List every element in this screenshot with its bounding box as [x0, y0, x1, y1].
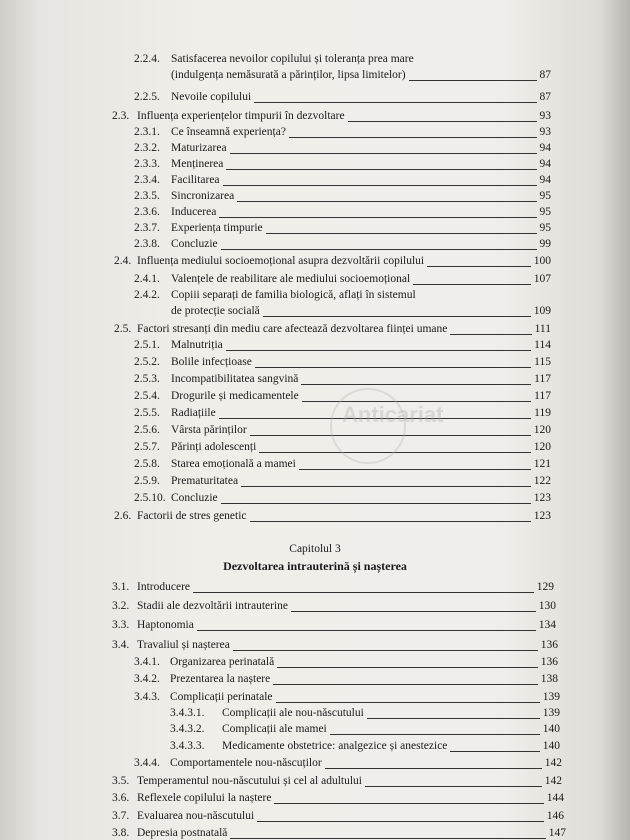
toc-entry — [134, 205, 551, 220]
toc-page: 136 — [540, 638, 558, 651]
toc-entry — [170, 722, 560, 737]
toc-page: 87 — [539, 69, 551, 81]
toc-number: 2.5.1. — [134, 339, 160, 351]
toc-number: 2.3.4. — [134, 174, 160, 186]
toc-number: 2.2.4. — [134, 53, 160, 65]
toc-title: Nevoile copilului — [171, 91, 252, 103]
toc-page: 123 — [533, 492, 551, 504]
toc-page: 120 — [533, 424, 551, 436]
toc-number: 2.5.4. — [134, 390, 160, 402]
toc-title: Stadii ale dezvoltării intrauterine — [137, 600, 289, 613]
toc-title: Inducerea — [171, 206, 217, 218]
toc-entry — [134, 189, 551, 204]
toc-title: Introducere — [137, 581, 190, 593]
toc-entry — [170, 706, 560, 721]
dot-leader — [299, 469, 531, 470]
toc-entry — [134, 141, 551, 156]
toc-number: 3.2. — [112, 600, 130, 613]
dot-leader — [450, 751, 539, 752]
toc-number: 3.4.4. — [134, 756, 160, 769]
dot-leader — [365, 786, 542, 787]
toc-entry — [134, 338, 551, 353]
toc-entry — [134, 655, 558, 670]
dot-leader — [330, 734, 540, 735]
dot-leader — [241, 486, 531, 487]
toc-title: Influența mediului socioemoțional asupra dezvoltării copilului — [137, 255, 425, 267]
toc-number: 2.5. — [114, 323, 132, 335]
toc-title: Valențele de reabilitare ale mediului socioemoțional — [171, 273, 411, 285]
toc-page: 94 — [539, 158, 551, 170]
toc-page: 95 — [539, 190, 551, 202]
toc-number: 3.4.3.2. — [170, 723, 205, 736]
toc-entry — [112, 809, 564, 824]
toc-title: Menținerea — [171, 158, 224, 170]
dot-leader — [230, 838, 545, 839]
toc-entry — [112, 618, 556, 633]
toc-page: 93 — [539, 126, 551, 138]
toc-title: Maturizarea — [171, 142, 227, 154]
toc-number: 2.3.8. — [134, 238, 160, 250]
toc-title: Temperamentul nou-născutului și cel al adultului — [137, 775, 362, 788]
toc-page: 140 — [542, 723, 560, 736]
dot-leader — [276, 702, 540, 703]
toc-entry — [134, 457, 551, 472]
toc-entry — [134, 125, 551, 140]
toc-title: Malnutriția — [171, 339, 223, 351]
toc-title: Radiațiile — [171, 407, 216, 419]
toc-entry — [112, 826, 566, 840]
toc-title: Comportamentele nou-născuților — [170, 756, 322, 769]
toc-entry — [171, 68, 551, 83]
toc-entry — [134, 157, 551, 172]
toc-title: Experiența timpurie — [171, 222, 263, 234]
toc-title: Concluzie — [171, 492, 218, 504]
toc-title: Influența experiențelor timpurii în dezvoltare — [137, 110, 345, 122]
toc-number: 3.7. — [112, 809, 130, 822]
dot-leader — [226, 350, 531, 351]
toc-title: Copiii separați de familia biologică, aflați în sistemul — [171, 289, 416, 301]
toc-number: 2.3. — [112, 110, 130, 122]
toc-number: 2.5.3. — [134, 373, 160, 385]
toc-entry — [112, 774, 562, 789]
dot-leader — [197, 630, 536, 631]
toc-number: 2.5.8. — [134, 458, 160, 470]
dot-leader — [223, 185, 537, 186]
dot-leader — [226, 169, 536, 170]
toc-entry — [134, 690, 560, 705]
toc-title: Travaliul și nașterea — [137, 638, 230, 651]
toc-number: 2.4.2. — [134, 289, 160, 301]
toc-entry — [134, 272, 551, 287]
toc-number: 2.5.9. — [134, 475, 160, 487]
toc-entry — [134, 173, 551, 188]
toc-title: Starea emoțională a mamei — [171, 458, 296, 470]
toc-page: 139 — [542, 706, 560, 719]
toc-number: 2.5.2. — [134, 356, 160, 368]
toc-number: 2.4.1. — [134, 273, 160, 285]
toc-title: Concluzie — [171, 238, 218, 250]
toc-entry — [171, 304, 551, 319]
toc-title: Drogurile și medicamentele — [171, 390, 299, 402]
dot-leader — [257, 821, 544, 822]
toc-title: Părinți adolescenți — [171, 441, 257, 453]
dot-leader — [250, 521, 531, 522]
toc-page: 142 — [544, 756, 562, 769]
toc-number: 3.8. — [112, 827, 130, 839]
toc-number: 2.3.7. — [134, 222, 160, 234]
dot-leader — [221, 249, 537, 250]
toc-title: Evaluarea nou-născutului — [137, 809, 255, 822]
toc-number: 3.4.3. — [134, 690, 160, 703]
dot-leader — [193, 592, 534, 593]
toc-title: Incompatibilitatea sangvină — [171, 373, 299, 385]
toc-page: 117 — [534, 390, 551, 402]
toc-title: (indulgența nemăsurată a părinților, lipsa limitelor) — [171, 69, 406, 81]
toc-page: 99 — [539, 238, 551, 250]
dot-leader — [221, 503, 531, 504]
toc-page: 142 — [544, 775, 562, 788]
toc-title: de protecție socială — [171, 305, 260, 317]
toc-title: Haptonomia — [137, 619, 194, 632]
dot-leader — [277, 667, 538, 668]
toc-number: 3.1. — [112, 581, 130, 593]
toc-page: 107 — [533, 273, 551, 285]
toc-number: 3.3. — [112, 619, 130, 632]
toc-number: 3.4.3.1. — [170, 706, 205, 719]
toc-entry — [134, 237, 551, 252]
toc-title: Organizarea perinatală — [170, 655, 275, 668]
toc-title: Vârsta părinților — [171, 424, 247, 436]
toc-page: 95 — [539, 222, 551, 234]
toc-entry — [112, 638, 558, 653]
toc-entry — [134, 672, 558, 687]
toc-page: 114 — [534, 339, 551, 351]
toc-number: 2.4. — [114, 255, 132, 267]
toc-page: 120 — [533, 441, 551, 453]
toc-page: 93 — [539, 110, 551, 122]
toc-title: Prematuritatea — [171, 475, 239, 487]
toc-page: 117 — [534, 373, 551, 385]
toc-page: 144 — [546, 792, 564, 805]
toc-page: 129 — [536, 581, 554, 593]
toc-page: 94 — [539, 174, 551, 186]
dot-leader — [274, 803, 543, 804]
toc-number: 2.5.7. — [134, 441, 160, 453]
toc-number: 3.4. — [112, 638, 130, 651]
toc-number: 2.3.5. — [134, 190, 160, 202]
toc-page: 87 — [539, 91, 551, 103]
toc-title: Sincronizarea — [171, 190, 235, 202]
toc-page: 139 — [542, 690, 560, 703]
toc-page: 94 — [539, 142, 551, 154]
toc-entry — [134, 221, 551, 236]
toc-number: 3.4.1. — [134, 655, 160, 668]
toc-entry — [134, 372, 551, 387]
dot-leader — [348, 121, 537, 122]
toc-page: 119 — [534, 407, 551, 419]
toc-entry — [114, 322, 551, 337]
dot-leader — [367, 718, 540, 719]
dot-leader — [219, 217, 536, 218]
toc-number: 2.5.5. — [134, 407, 160, 419]
toc-title: Complicații perinatale — [170, 690, 273, 703]
toc-title: Prezentarea la naștere — [170, 673, 271, 686]
toc-page: 134 — [538, 619, 556, 632]
toc-number: 3.4.3.3. — [170, 739, 205, 752]
dot-leader — [289, 137, 537, 138]
toc-entry — [170, 739, 560, 754]
watermark: Anticariat — [342, 402, 444, 427]
dot-leader — [409, 80, 537, 81]
toc-number: 3.4.2. — [134, 673, 160, 686]
toc-title: Facilitarea — [171, 174, 220, 186]
dot-leader — [254, 102, 536, 103]
toc-title: Complicații ale nou-născutului — [222, 706, 364, 719]
toc-page: 147 — [548, 827, 566, 839]
toc-title: Bolile infecțioase — [171, 356, 252, 368]
dot-leader — [450, 334, 531, 335]
toc-number: 2.3.3. — [134, 158, 160, 170]
dot-leader — [263, 316, 531, 317]
toc-page: 122 — [533, 475, 551, 487]
dot-leader — [291, 611, 536, 612]
dot-leader — [325, 768, 542, 769]
toc-number: 3.6. — [112, 792, 130, 805]
toc-page: 95 — [539, 206, 551, 218]
toc-entry — [112, 580, 554, 595]
toc-number: 2.6. — [114, 510, 132, 522]
toc-title: Factori stresanți din mediu care afectează dezvoltarea ființei umane — [137, 323, 448, 335]
toc-number: 2.2.5. — [134, 91, 160, 103]
dot-leader — [301, 384, 531, 385]
toc-page: 115 — [534, 356, 551, 368]
toc-page: 140 — [542, 739, 560, 752]
toc-title: Reflexele copilului la naștere — [137, 792, 272, 805]
toc-entry — [114, 254, 551, 269]
toc-number: 2.5.6. — [134, 424, 160, 436]
dot-leader — [273, 684, 538, 685]
toc-page: 130 — [538, 600, 556, 613]
toc-entry — [134, 756, 562, 771]
toc-title: Satisfacerea nevoilor copilului și toleranța prea mare — [171, 53, 414, 65]
dot-leader — [230, 153, 537, 154]
toc-title: Ce înseamnă experiența? — [171, 126, 286, 138]
toc-entry — [134, 355, 551, 370]
toc-number: 2.3.1. — [134, 126, 160, 138]
dot-leader — [237, 201, 536, 202]
toc-entry — [112, 599, 556, 614]
toc-number: 2.3.6. — [134, 206, 160, 218]
toc-page: 100 — [533, 255, 551, 267]
chapter-label: Capitolul 3 — [289, 543, 341, 555]
toc-title: Complicații ale mamei — [222, 723, 327, 736]
chapter-title: Dezvoltarea intrauterină și nașterea — [223, 559, 407, 573]
toc-page: 109 — [533, 305, 551, 317]
toc-number: 3.5. — [112, 775, 130, 788]
dot-leader — [413, 284, 531, 285]
dot-leader — [233, 650, 538, 651]
toc-page: 146 — [546, 809, 564, 822]
dot-leader — [266, 233, 537, 234]
toc-page: 111 — [534, 323, 551, 335]
toc-title: Depresia postnatală — [137, 827, 228, 839]
toc-entry — [134, 90, 551, 105]
dot-leader — [255, 367, 531, 368]
toc-title: Factorii de stres genetic — [137, 510, 247, 522]
dot-leader — [427, 266, 531, 267]
toc-number: 2.3.2. — [134, 142, 160, 154]
toc-page: 123 — [533, 510, 551, 522]
toc-number: 2.5.10. — [134, 492, 166, 504]
toc-page: 138 — [540, 673, 558, 686]
toc-page: 121 — [533, 458, 551, 470]
toc-entry — [114, 509, 551, 524]
toc-entry — [134, 474, 551, 489]
toc-entry — [112, 109, 551, 124]
toc-entry — [134, 491, 551, 506]
toc-page: 136 — [540, 655, 558, 668]
toc-title: Medicamente obstetrice: analgezice și anestezice — [222, 739, 448, 752]
toc-entry — [112, 791, 564, 806]
